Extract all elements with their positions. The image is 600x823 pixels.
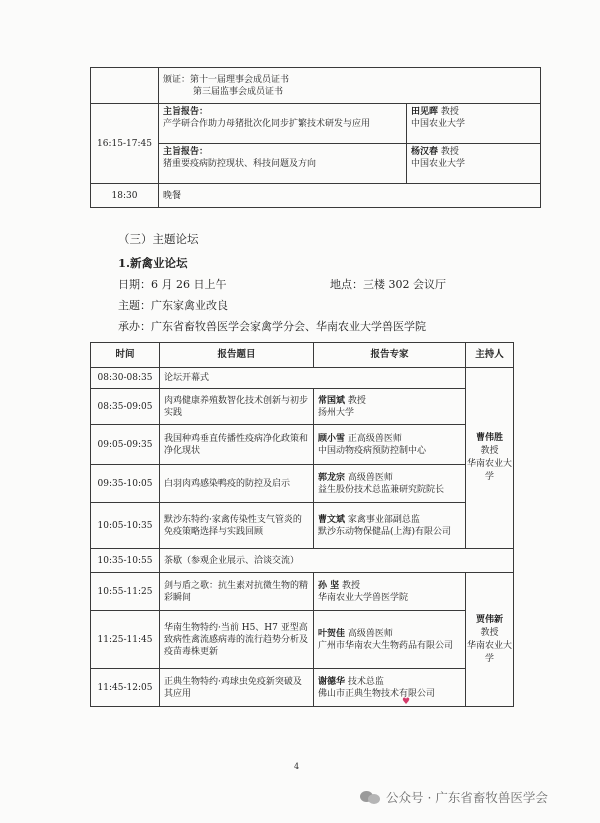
topic-cell: 白羽肉鸡感染鸭疫的防控及启示 bbox=[160, 465, 314, 503]
speaker-title: 正高级兽医师 bbox=[347, 433, 402, 444]
host-title: 教授 bbox=[480, 627, 499, 638]
table-row bbox=[91, 573, 514, 611]
table-row bbox=[91, 184, 541, 208]
forum-schedule-table bbox=[90, 342, 514, 707]
speaker-org: 默沙东动物保健品(上海)有限公司 bbox=[318, 526, 452, 537]
speaker-org: 中国农业大学 bbox=[411, 159, 466, 169]
time-cell: 11:45-12:05 bbox=[91, 669, 160, 707]
table-header-row bbox=[91, 343, 514, 368]
table-row bbox=[91, 368, 514, 389]
speaker-title: 教授 bbox=[347, 395, 366, 406]
speaker-org: 广州市华南农大生物药品有限公司 bbox=[318, 640, 454, 651]
time-cell: 11:25-11:45 bbox=[91, 611, 160, 669]
table-row bbox=[91, 669, 514, 707]
section-heading: （三）主题论坛 bbox=[118, 232, 199, 246]
speaker-org: 中国农业大学 bbox=[411, 119, 466, 129]
speaker-name: 曹文斌 bbox=[318, 514, 346, 525]
dinner-cell: 晚餐 bbox=[159, 184, 541, 208]
speaker-org: 益生股份技术总监兼研究院院长 bbox=[318, 484, 445, 495]
speaker-org: 佛山市正典生物技术有限公司 bbox=[318, 688, 436, 699]
page-number: 4 bbox=[294, 762, 300, 771]
header-topic: 报告题目 bbox=[160, 343, 314, 368]
header-host: 主持人 bbox=[466, 343, 514, 368]
speaker-org: 扬州大学 bbox=[318, 407, 355, 418]
watermark bbox=[360, 788, 548, 806]
speaker-name: 叶贺佳 bbox=[318, 628, 346, 639]
header-time: 时间 bbox=[91, 343, 160, 368]
host-name: 曹伟胜 bbox=[475, 433, 503, 443]
time-cell: 08:35-09:05 bbox=[91, 389, 160, 425]
speaker-org: 中国动物疫病预防控制中心 bbox=[318, 445, 427, 456]
heart-mark-icon: ♥ bbox=[402, 697, 411, 707]
keynote-topic: 产学研合作助力母猪批次化同步扩繁技术研发与应用 bbox=[163, 119, 371, 129]
time-cell: 18:30 bbox=[91, 184, 159, 208]
topic-cell: 茶歇（参观企业展示、洽谈交流） bbox=[160, 549, 514, 573]
watermark-text: 公众号 · 广东省畜牧兽医学会 bbox=[386, 790, 548, 805]
host-name: 贾伟新 bbox=[475, 614, 503, 625]
speaker-name: 顾小雪 bbox=[318, 433, 346, 444]
wechat-icon bbox=[360, 790, 382, 804]
topic-cell: 华南生物特约·当前 H5、H7 亚型高致病性禽流感病毒的流行趋势分析及疫苗毒株更新 bbox=[160, 611, 314, 669]
speaker-title: 高级兽医师 bbox=[347, 472, 393, 483]
host-title: 教授 bbox=[480, 446, 499, 456]
table-row bbox=[91, 104, 541, 144]
speaker-title: 教授 bbox=[342, 580, 361, 591]
theme-label: 主题：广东家禽业改良 bbox=[118, 299, 228, 312]
time-cell: 08:30-08:35 bbox=[91, 368, 160, 389]
speaker-title: 高级兽医师 bbox=[347, 628, 393, 639]
topic-cell: 论坛开幕式 bbox=[160, 368, 466, 389]
keynote-label: 主旨报告： bbox=[163, 107, 209, 117]
certificate-line-2: 第三届监事会成员证书 bbox=[193, 86, 284, 97]
keynote-topic: 猪重要疫病防控现状、科技问题及方向 bbox=[163, 159, 317, 169]
place-label: 地点：三楼 302 会议厅 bbox=[330, 278, 446, 291]
speaker-name: 谢德华 bbox=[318, 676, 346, 687]
topic-cell: 我国种鸡垂直传播性疫病净化政策和净化现状 bbox=[160, 425, 314, 465]
speaker-name: 孙 坚 bbox=[318, 580, 340, 591]
time-cell: 10:55-11:25 bbox=[91, 573, 160, 611]
header-speaker: 报告专家 bbox=[314, 343, 466, 368]
date-label: 日期：6 月 26 日上午 bbox=[118, 278, 227, 291]
organizer-label: 承办：广东省畜牧兽医学会家禽学分会、华南农业大学兽医学院 bbox=[118, 320, 426, 333]
host-org: 华南农业大学 bbox=[467, 640, 513, 664]
table-row bbox=[91, 68, 541, 104]
time-cell: 16:15-17:45 bbox=[91, 104, 159, 184]
forum-title: 1.新禽业论坛 bbox=[118, 256, 188, 270]
table-row bbox=[91, 389, 514, 425]
speaker-title: 教授 bbox=[440, 147, 459, 157]
speaker-name: 常国斌 bbox=[318, 395, 346, 406]
topic-cell: 肉鸡健康养殖数智化技术创新与初步实践 bbox=[160, 389, 314, 425]
speaker-name: 郭龙宗 bbox=[318, 472, 346, 483]
topic-cell: 剑与盾之歌：抗生素对抗微生物的精彩瞬间 bbox=[160, 573, 314, 611]
speaker-title: 教授 bbox=[440, 107, 459, 117]
table-row bbox=[91, 503, 514, 549]
table-row bbox=[91, 144, 541, 184]
keynote-label: 主旨报告： bbox=[163, 147, 209, 157]
table-row bbox=[91, 425, 514, 465]
time-cell: 10:05-10:35 bbox=[91, 503, 160, 549]
speaker-title: 家禽事业部副总监 bbox=[347, 514, 420, 525]
topic-cell: 正典生物特约·鸡球虫免疫新突破及其应用 bbox=[160, 669, 314, 707]
speaker-org: 华南农业大学兽医学院 bbox=[318, 592, 409, 603]
host-org: 华南农业大学 bbox=[467, 459, 513, 482]
certificate-line-1: 颁证：第十一届理事会成员证书 bbox=[163, 74, 290, 85]
time-cell: 10:35-10:55 bbox=[91, 549, 160, 573]
schedule-table-top bbox=[90, 67, 541, 208]
table-row bbox=[91, 611, 514, 669]
table-row bbox=[91, 549, 514, 573]
table-row bbox=[91, 465, 514, 503]
time-cell: 09:35-10:05 bbox=[91, 465, 160, 503]
speaker-name: 杨汉春 bbox=[411, 147, 439, 157]
speaker-title: 技术总监 bbox=[347, 676, 384, 687]
time-cell: 09:05-09:35 bbox=[91, 425, 160, 465]
speaker-name: 田见晖 bbox=[411, 107, 439, 117]
topic-cell: 默沙东特约·家禽传染性支气管炎的免疫策略选择与实践回顾 bbox=[160, 503, 314, 549]
